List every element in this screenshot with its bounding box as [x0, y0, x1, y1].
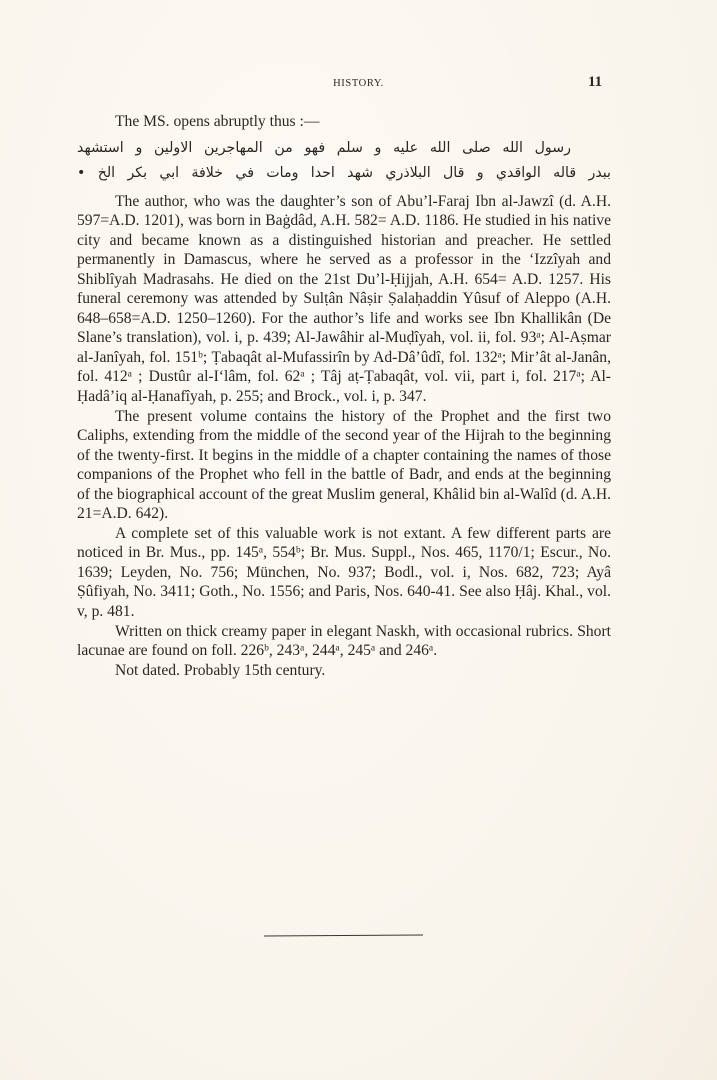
paragraph-other-copies: A complete set of this valuable work is not extant. A few different parts are noticed in Br. Mus., pp. 145ᵃ, 554ᵇ; Br. Mus. Suppl., Nos. 465, 1170/1; Escur., No. 1639; Leyden, No. 756; München, No. 937; Bodl., vol. i, Nos. 682, 723; Ayâ Ṣûfiyah, No. 3411; Goth., No. 1556; and Paris, Nos. 640-41. See also Ḥâj. Khal., vol. v, p. 481. — [77, 524, 611, 621]
arabic-excerpt — [77, 136, 611, 186]
running-head — [0, 74, 717, 94]
section-divider-rule — [264, 935, 423, 937]
paragraph-author-biography: The author, who was the daughter’s son of Abu’l-Faraj Ibn al-Jawzî (d. A.H. 597=A.D. 1201), was born in Baġdâd, A.H. 582= A.D. 1186. He studied in his native city and became known as a distinguished historian and preacher. He settled permanently in Damascus, where he served as a professor in the ‘Izzîyah and Shiblîyah Madrasahs. He died on the 21st Du’l-Ḥijjah, A.H. 654= A.D. 1257. His funeral ceremony was attended by Sulṭân Nâṣir Ṣalaḥaddin Yûsuf of Aleppo (A.H. 648–658=A.D. 1250–1260). For the author’s life and works see Ibn Khallikân (De Slane’s translation), vol. i, p. 439; Al-Jawâhir al-Muḍîyah, vol. ii, fol. 93ᵃ; Al-Aṣmar al-Janîyah, fol. 151ᵇ; Ṭabaqât al-Mufassirîn by Ad-Dâ’ûdî, fol. 132ᵃ; Mir’ât al-Janân, fol. 412ᵃ ; Dustûr al-I‘lâm, fol. 62ᵃ ; Tâj aṭ-Ṭabaqât, vol. vii, part i, fol. 217ᵃ; Al-Ḥadâ’iq al-Ḥanafîyah, p. 255; and Brock., vol. i, p. 347. — [77, 192, 611, 406]
body-text — [77, 112, 611, 680]
running-title: HISTORY. — [333, 78, 384, 89]
paragraph-dating: Not dated. Probably 15th century. — [115, 661, 326, 679]
paragraph-physical-description: Written on thick creamy paper in elegant Naskh, with occasional rubrics. Short lacunae are found on foll. 226ᵇ, 243ᵃ, 244ᵃ, 245ᵃ and 246ᵃ. — [77, 622, 611, 660]
arabic-line-1: رسول الله صلى الله عليه و سلم فهو من المهاجرين الاولين و استشهد — [77, 139, 571, 156]
page-number: 11 — [588, 74, 603, 90]
paragraph-volume-contents: The present volume contains the history of the Prophet and the first two Caliphs, extending from the middle of the second year of the Hijrah to the beginning of the twenty-first. It begins in the middle of a chapter containing the names of those companions of the Prophet who fell in the battle of Badr, and ends at the beginning of the biographical account of the great Muslim general, Khâlid bin al-Walîd (d. A.H. 21=A.D. 642). — [77, 407, 611, 523]
arabic-line-2: ببدر قاله الواقدي و قال البلاذري شهد احدا ومات في خلافة ابي بكر الخ • — [77, 164, 611, 181]
intro-line: The MS. opens abruptly thus :— — [115, 113, 320, 130]
